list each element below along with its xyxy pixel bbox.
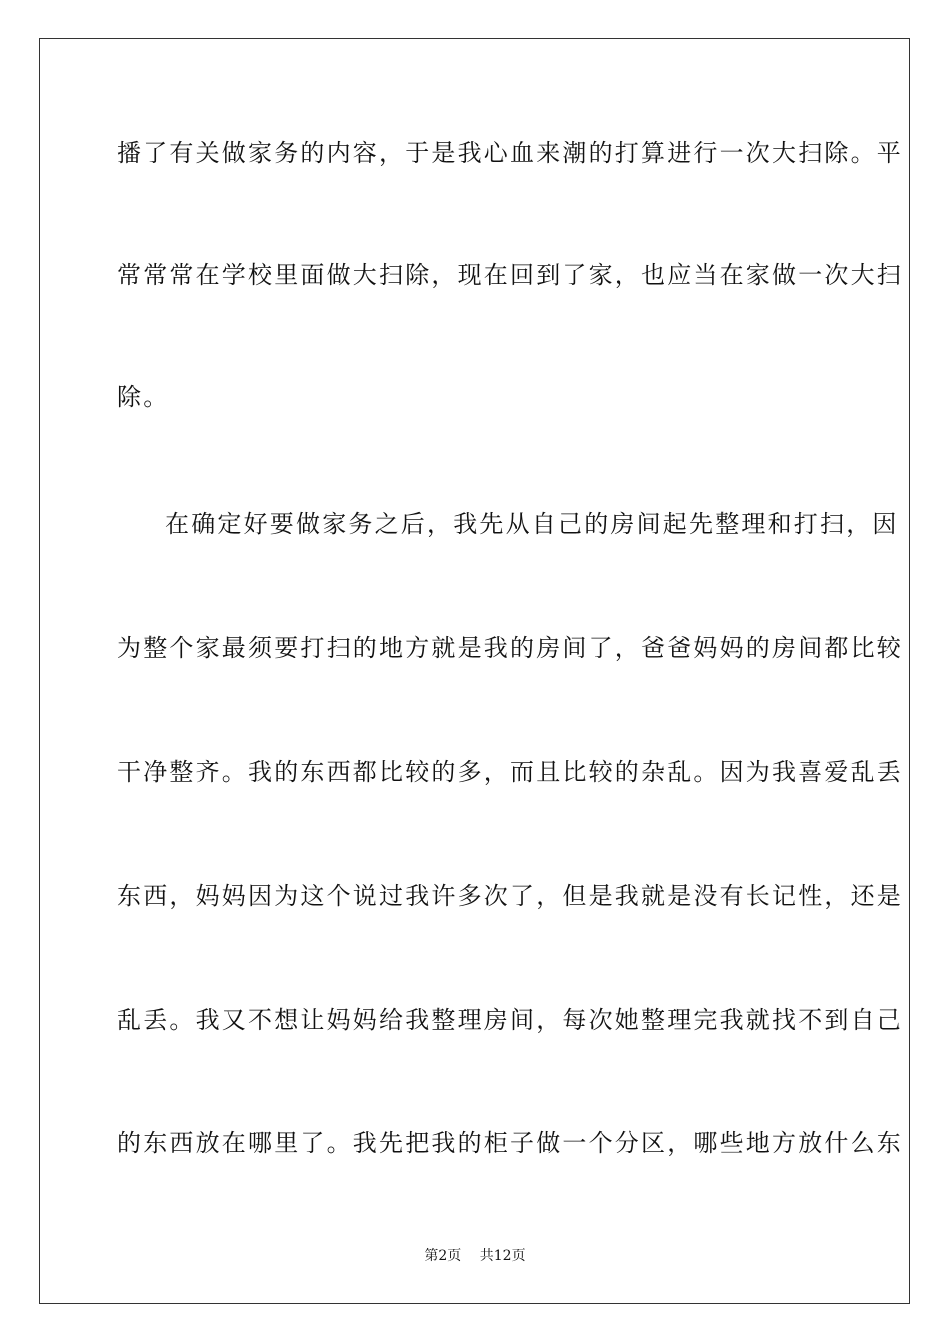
- text-line: 在确定好要做家务之后，我先从自己的房间起先整理和打扫，因: [165, 510, 899, 538]
- text-line: 东西，妈妈因为这个说过我许多次了，但是我就是没有长记性，还是: [117, 882, 903, 910]
- text-line: 常常常在学校里面做大扫除，现在回到了家，也应当在家做一次大扫: [117, 261, 903, 289]
- text-line: 为整个家最须要打扫的地方就是我的房间了，爸爸妈妈的房间都比较: [117, 634, 903, 662]
- text-line: 干净整齐。我的东西都比较的多，而且比较的杂乱。因为我喜爱乱丢: [117, 758, 903, 786]
- page-border: [39, 38, 910, 1304]
- text-line: 播了有关做家务的内容，于是我心血来潮的打算进行一次大扫除。平: [117, 139, 903, 167]
- text-line: 的东西放在哪里了。我先把我的柜子做一个分区，哪些地方放什么东: [117, 1129, 903, 1157]
- text-line: 乱丢。我又不想让妈妈给我整理房间，每次她整理完我就找不到自己: [117, 1006, 903, 1034]
- page-number: 第2页: [424, 1248, 462, 1264]
- page-footer: [0, 1247, 950, 1265]
- text-line: 除。: [117, 383, 170, 411]
- page-total: 共12页: [479, 1248, 526, 1264]
